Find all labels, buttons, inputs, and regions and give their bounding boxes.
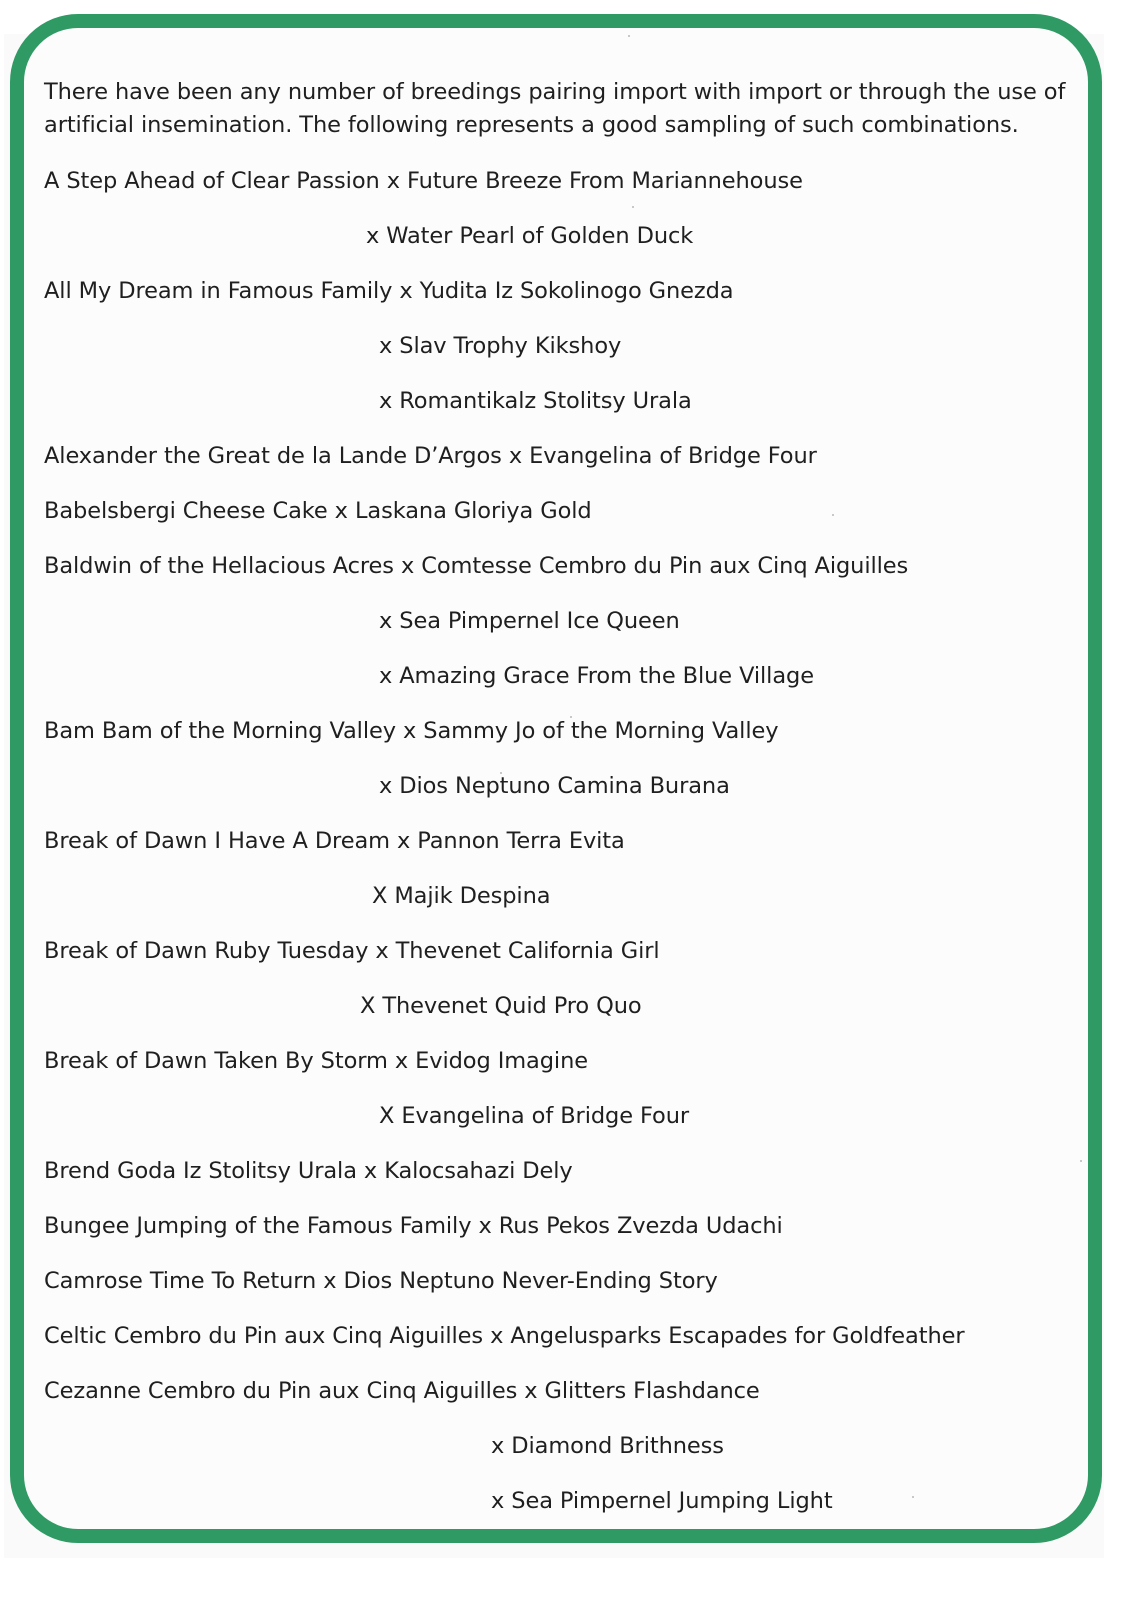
breeding-line-continuation: x Sea Pimpernel Jumping Light bbox=[491, 1488, 833, 1514]
breeding-line: All My Dream in Famous Family x Yudita Iz Sokolinogo Gnezda bbox=[44, 278, 734, 304]
breeding-line: Cezanne Cembro du Pin aux Cinq Aiguilles x Glitters Flashdance bbox=[44, 1378, 760, 1404]
breeding-line: Bungee Jumping of the Famous Family x Rus Pekos Zvezda Udachi bbox=[44, 1213, 783, 1239]
breeding-line: Brend Goda Iz Stolitsy Urala x Kalocsahazi Dely bbox=[44, 1158, 573, 1184]
breeding-line: Alexander the Great de la Lande D’Argos x Evangelina of Bridge Four bbox=[44, 443, 817, 469]
breeding-line-continuation: x Dios Neptuno Camina Burana bbox=[379, 773, 730, 799]
scan-speck bbox=[628, 35, 630, 37]
breeding-line-continuation: x Slav Trophy Kikshoy bbox=[379, 333, 622, 359]
breeding-line-continuation: x Amazing Grace From the Blue Village bbox=[379, 663, 814, 689]
scan-speck bbox=[632, 206, 634, 208]
intro-paragraph: There have been any number of breedings pairing import with import or through the use of artificial insemination. The following represents a good sampling of such combinations. bbox=[44, 79, 1066, 138]
scan-speck bbox=[832, 514, 834, 516]
breeding-line-continuation: X Evangelina of Bridge Four bbox=[379, 1103, 690, 1129]
breeding-line: Celtic Cembro du Pin aux Cinq Aiguilles x Angelusparks Escapades for Goldfeather bbox=[44, 1323, 965, 1349]
breeding-line-continuation: x Diamond Brithness bbox=[491, 1433, 724, 1459]
breeding-line: Babelsbergi Cheese Cake x Laskana Gloriya Gold bbox=[44, 498, 592, 524]
scan-speck bbox=[912, 1496, 914, 1498]
breeding-line: Baldwin of the Hellacious Acres x Comtesse Cembro du Pin aux Cinq Aiguilles bbox=[44, 553, 909, 579]
breeding-line-continuation: x Romantikalz Stolitsy Urala bbox=[379, 388, 692, 414]
breeding-line-continuation: X Majik Despina bbox=[372, 883, 551, 909]
breeding-line: Bam Bam of the Morning Valley x Sammy Jo of the Morning Valley bbox=[44, 718, 779, 744]
breeding-line: Camrose Time To Return x Dios Neptuno Never-Ending Story bbox=[44, 1268, 718, 1294]
breeding-line-continuation: x Sea Pimpernel Ice Queen bbox=[379, 608, 680, 634]
breeding-line: Break of Dawn Taken By Storm x Evidog Imagine bbox=[44, 1048, 588, 1074]
breeding-line: Break of Dawn Ruby Tuesday x Thevenet California Girl bbox=[44, 938, 660, 964]
breeding-line: Break of Dawn I Have A Dream x Pannon Terra Evita bbox=[44, 828, 625, 854]
breeding-line: A Step Ahead of Clear Passion x Future Breeze From Mariannehouse bbox=[44, 168, 803, 194]
breeding-line-continuation: x Water Pearl of Golden Duck bbox=[366, 223, 694, 249]
breeding-line-continuation: X Thevenet Quid Pro Quo bbox=[360, 993, 642, 1019]
scan-speck bbox=[1080, 1160, 1082, 1162]
